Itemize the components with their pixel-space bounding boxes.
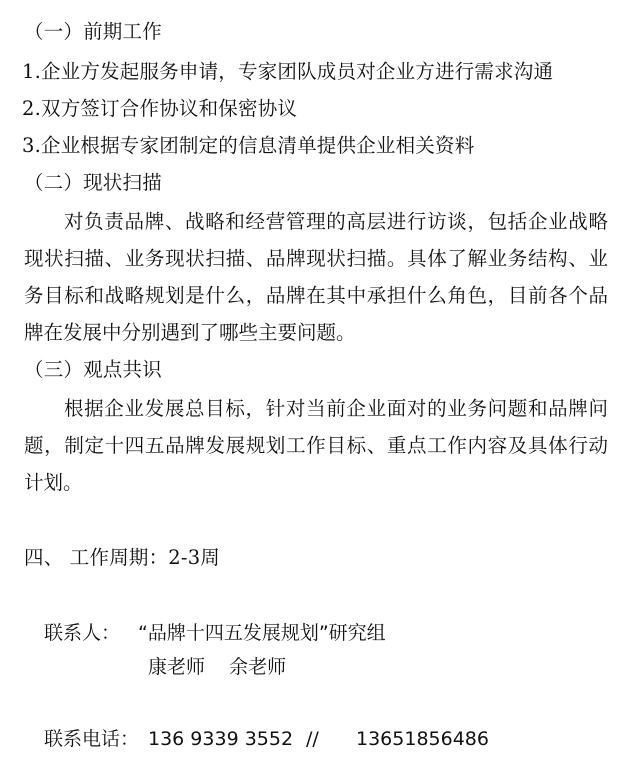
list-item-service-request: 1.企业方发起服务申请，专家团队成员对企业方进行需求沟通 — [22, 60, 554, 83]
section-heading-status-scan: （二）现状扫描 — [24, 171, 162, 194]
section-heading-consensus: （三）观点共识 — [24, 358, 162, 381]
paragraph-consensus: 根据企业发展总目标，针对当前企业面对的业务问题和品牌问题，制定十四五品牌发展规划工作目标、重点工作内容及具体行动计划。 — [24, 397, 608, 494]
list-item-provide-materials: 3.企业根据专家团制定的信息清单提供企业相关资料 — [22, 134, 475, 157]
section-heading-work-period: 四、 工作周期：2-3周 — [24, 546, 221, 569]
contact-label: 联系人： — [44, 622, 121, 644]
phone-separator: // — [306, 728, 319, 750]
phone-number-1: 136 9339 3552 — [148, 728, 294, 750]
contact-names: 康老师 余老师 — [148, 656, 287, 678]
paragraph-status-scan: 对负责品牌、战略和经营管理的高层进行访谈，包括企业战略现状扫描、业务现状扫描、品牌现状扫描。具体了解业务结构、业务目标和战略规划是什么，品牌在其中承担什么角色，目前各个品牌在发展中分别遇到了哪些主要问题。 — [24, 210, 608, 344]
phone-number-2: 13651856486 — [356, 728, 489, 750]
section-heading-preliminary: （一）前期工作 — [24, 20, 162, 43]
list-item-sign-agreement: 2.双方签订合作协议和保密协议 — [22, 97, 298, 120]
contact-group: “品牌十四五发展规划”研究组 — [138, 622, 386, 644]
phone-label: 联系电话： — [44, 728, 140, 750]
